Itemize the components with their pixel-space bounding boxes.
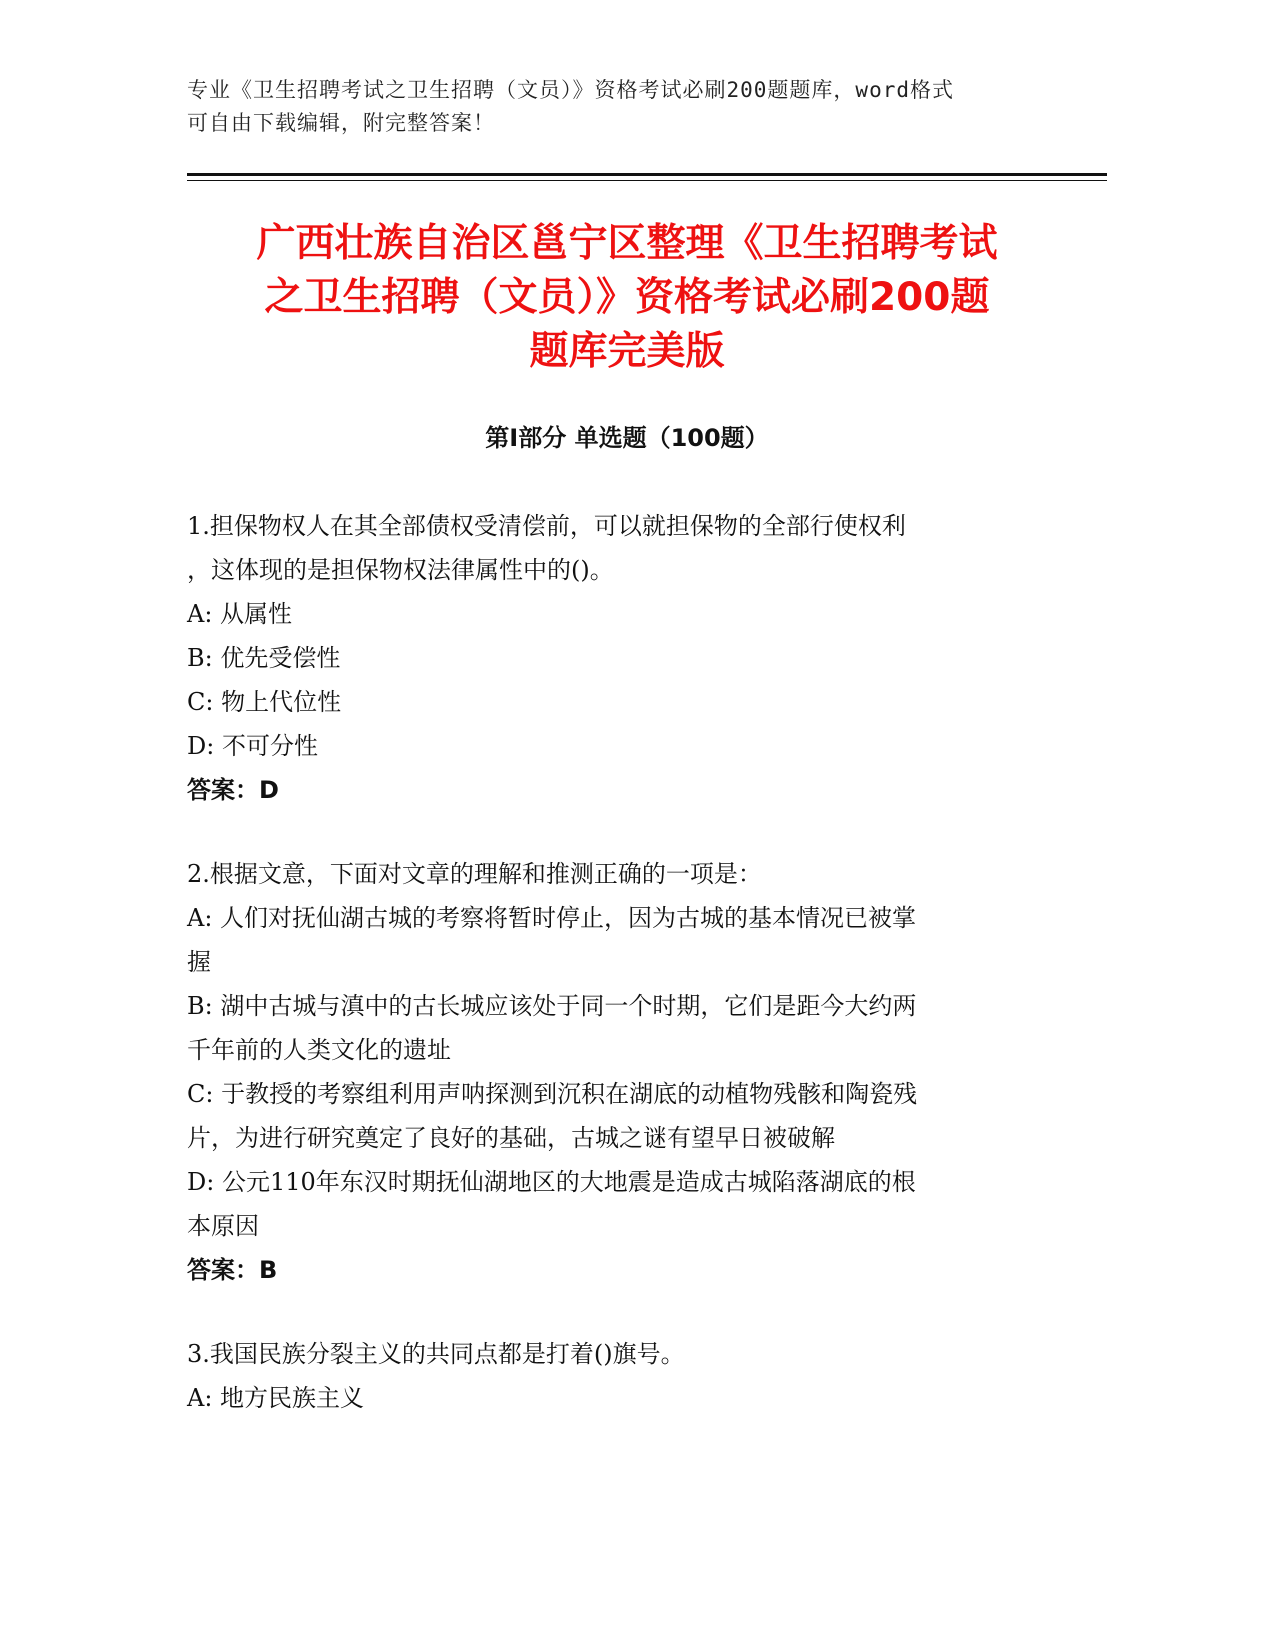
- option-b: B: 优先受偿性: [187, 644, 341, 672]
- question-stem-line: 2.根据文意，下面对文章的理解和推测正确的一项是：: [187, 860, 762, 888]
- question-stem-line: 1.担保物权人在其全部债权受清偿前，可以就担保物的全部行使权利: [187, 512, 906, 540]
- section-heading: 第I部分 单选题（100题）: [485, 424, 769, 452]
- option-d-continued: 本原因: [187, 1212, 259, 1240]
- question-stem-line: 3.我国民族分裂主义的共同点都是打着()旗号。: [187, 1340, 685, 1368]
- option-a: A: 从属性: [187, 600, 293, 628]
- question-2: [187, 852, 1067, 1292]
- option-a: A: 人们对抚仙湖古城的考察将暂时停止，因为古城的基本情况已被掌: [187, 904, 917, 932]
- option-c-continued: 片，为进行研究奠定了良好的基础，古城之谜有望早日被破解: [187, 1124, 835, 1152]
- header-divider-thin: [187, 180, 1107, 181]
- header-divider-thick: [187, 173, 1107, 176]
- option-d: D: 公元110年东汉时期抚仙湖地区的大地震是造成古城陷落湖底的根: [187, 1168, 916, 1196]
- option-a-continued: 握: [187, 948, 211, 976]
- document-title-line-1: 广西壮族自治区邕宁区整理《卫生招聘考试: [256, 221, 998, 266]
- option-a: A: 地方民族主义: [187, 1384, 365, 1412]
- question-stem-line: ，这体现的是担保物权法律属性中的()。: [187, 556, 614, 584]
- header-note: [187, 74, 1067, 140]
- option-c: C: 于教授的考察组利用声呐探测到沉积在湖底的动植物残骸和陶瓷残: [187, 1080, 918, 1108]
- document-title: [187, 217, 1067, 379]
- option-d: D: 不可分性: [187, 732, 318, 760]
- document-title-line-2: 之卫生招聘（文员）》资格考试必刷200题: [264, 275, 990, 320]
- header-note-line-2: 可自由下载编辑，附完整答案！: [187, 111, 495, 135]
- header-note-line-1: 专业《卫生招聘考试之卫生招聘（文员）》资格考试必刷200题题库，word格式: [187, 78, 954, 102]
- answer-line: 答案：B: [187, 1256, 278, 1284]
- answer-line: 答案：D: [187, 776, 279, 804]
- document-title-line-3: 题库完美版: [529, 329, 725, 374]
- question-3: [187, 1332, 1067, 1420]
- option-b-continued: 千年前的人类文化的遗址: [187, 1036, 451, 1064]
- option-b: B: 湖中古城与滇中的古长城应该处于同一个时期，它们是距今大约两: [187, 992, 917, 1020]
- option-c: C: 物上代位性: [187, 688, 342, 716]
- question-1: [187, 504, 1067, 812]
